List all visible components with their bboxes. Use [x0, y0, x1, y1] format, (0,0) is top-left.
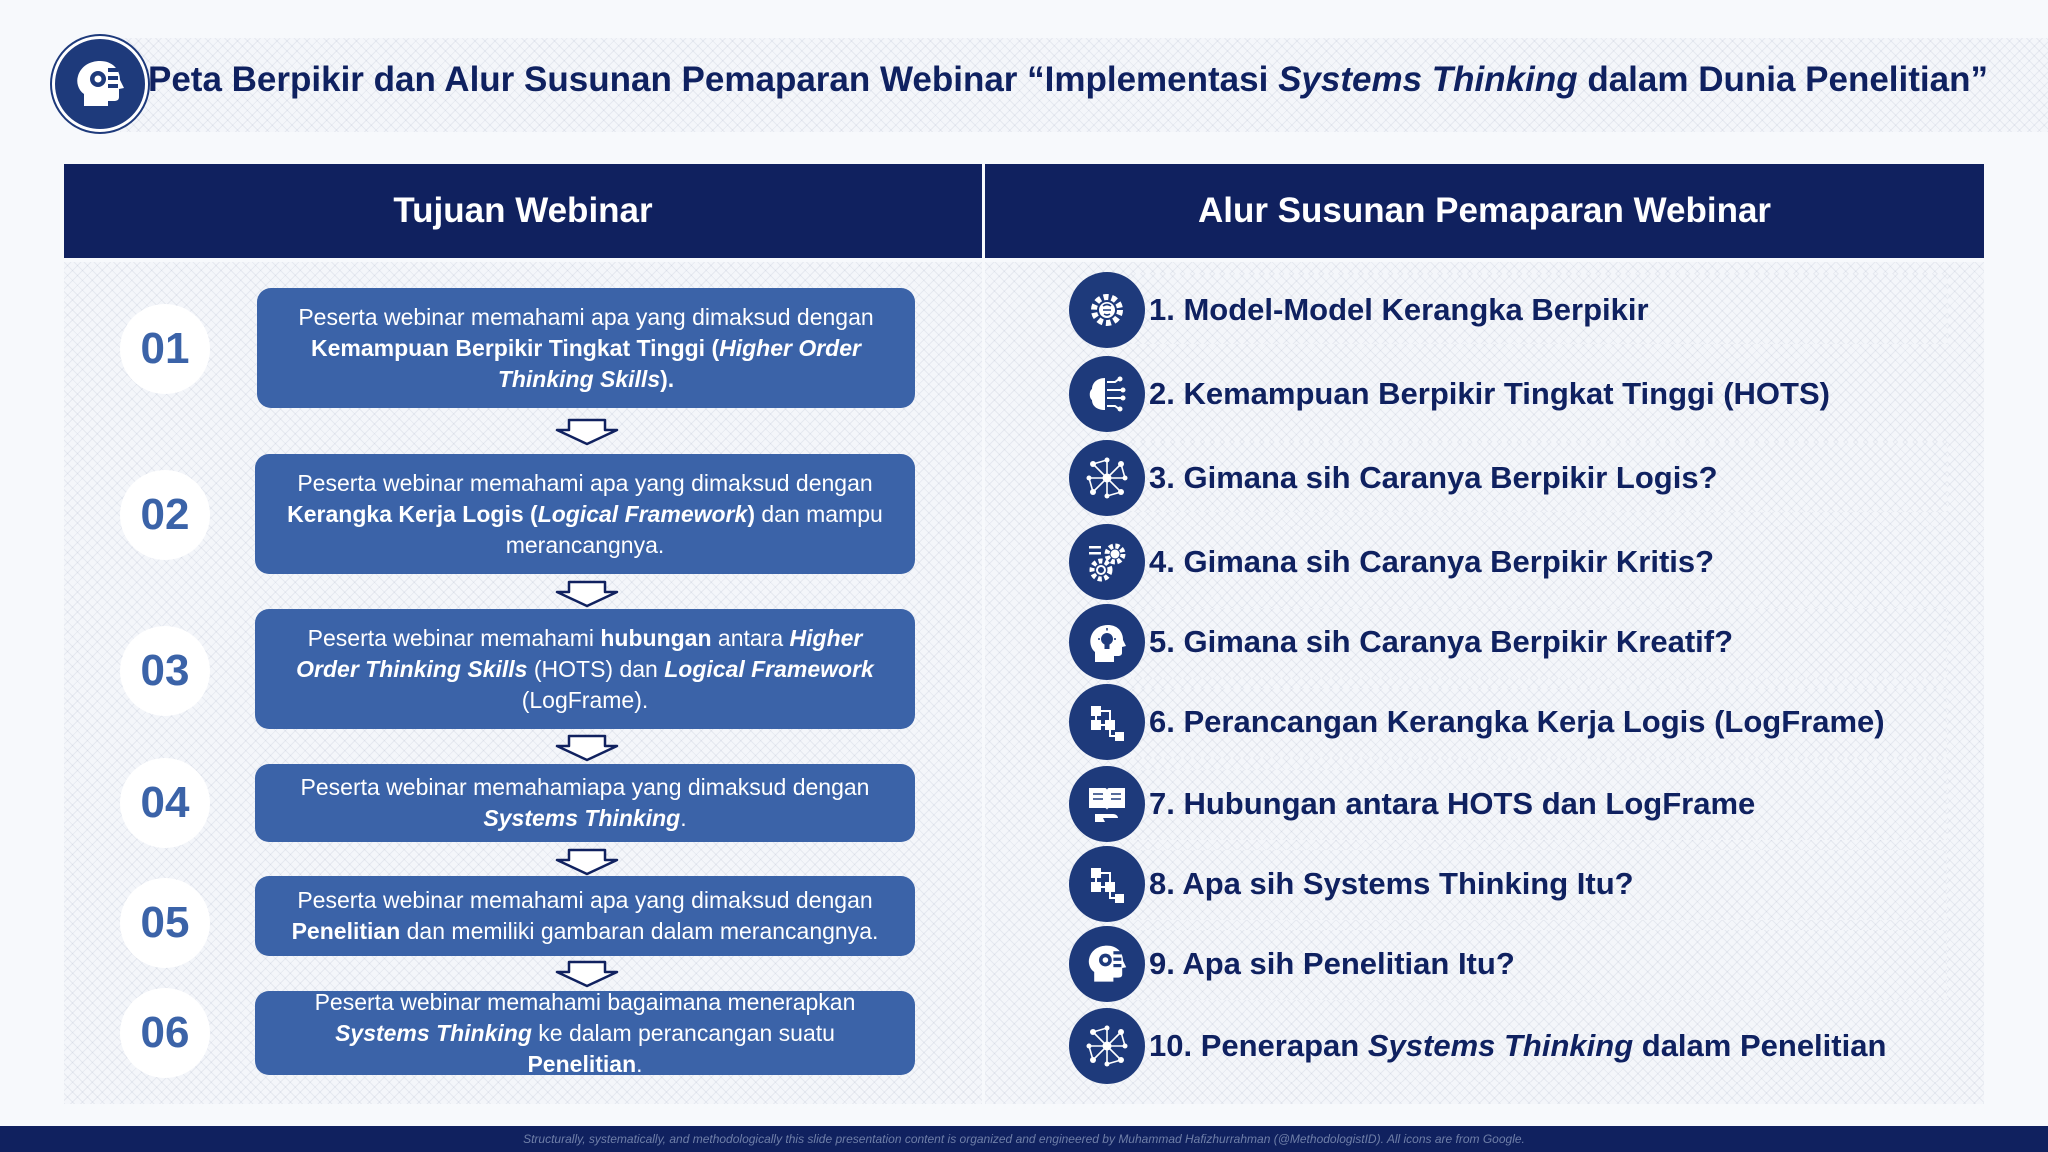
- row-icon-circle: [1069, 524, 1145, 600]
- flow-item-text: 6. Perancangan Kerangka Kerja Logis (LogFrame): [1149, 704, 1885, 739]
- flowchart-icon: [1083, 698, 1131, 746]
- goal-box: Peserta webinar memahami bagaimana menerapkan Systems Thinking ke dalam perancangan suatu Penelitian.: [255, 991, 915, 1075]
- flow-item-text: 9. Apa sih Penelitian Itu?: [1149, 946, 1515, 981]
- goal-number: 06: [120, 988, 210, 1078]
- goal-number: 02: [120, 470, 210, 560]
- flow-item-text: 3. Gimana sih Caranya Berpikir Logis?: [1149, 460, 1718, 495]
- left-column-header: Tujuan Webinar: [64, 164, 982, 258]
- flow-item-text: 10. Penerapan Systems Thinking dalam Penelitian: [1149, 1028, 1887, 1063]
- brain-gear-icon: [1083, 286, 1131, 334]
- down-arrow-icon: [553, 960, 621, 988]
- lightbulb-head-icon: [1083, 618, 1131, 666]
- down-arrow-icon: [553, 848, 621, 876]
- gears-icon: [1083, 538, 1131, 586]
- flow-item-text: 8. Apa sih Systems Thinking Itu?: [1149, 866, 1634, 901]
- flowchart-icon: [1083, 860, 1131, 908]
- content-table: [64, 164, 1984, 1104]
- page-title: Peta Berpikir dan Alur Susunan Pemaparan Webinar “Implementasi Systems Thinking dalam Dunia Penelitian”: [148, 60, 1988, 99]
- row-icon-circle: [1069, 684, 1145, 760]
- row-icon-circle: [1069, 846, 1145, 922]
- row-icon-circle: [1069, 604, 1145, 680]
- right-column-header: Alur Susunan Pemaparan Webinar: [985, 164, 1984, 258]
- footer-credit: Structurally, systematically, and methodologically this slide presentation content is organized and engineered by Muhammad Hafizhurrahman (@MethodologistID). All icons are from Google.: [523, 1132, 1525, 1146]
- head-gears-icon: [1083, 940, 1131, 988]
- flow-item-text: 2. Kemampuan Berpikir Tingkat Tinggi (HOTS): [1149, 376, 1830, 411]
- goal-box: Peserta webinar memahami apa yang dimaksud dengan Kerangka Kerja Logis (Logical Framework) dan mampu merancangnya.: [255, 454, 915, 574]
- goal-box: Peserta webinar memahami hubungan antara Higher Order Thinking Skills (HOTS) dan Logical Framework (LogFrame).: [255, 609, 915, 729]
- brain-circuit-icon: [1083, 370, 1131, 418]
- row-icon-circle: [1069, 1008, 1145, 1084]
- row-icon-circle: [1069, 766, 1145, 842]
- flow-item-text: 7. Hubungan antara HOTS dan LogFrame: [1149, 786, 1756, 821]
- head-gears-icon: [70, 54, 130, 114]
- goal-number: 04: [120, 758, 210, 848]
- row-icon-circle: [1069, 356, 1145, 432]
- flow-item-text: 5. Gimana sih Caranya Berpikir Kreatif?: [1149, 624, 1734, 659]
- row-icon-circle: [1069, 440, 1145, 516]
- logo: [52, 36, 148, 132]
- goal-box: Peserta webinar memahami apa yang dimaksud dengan Kemampuan Berpikir Tingkat Tinggi (Higher Order Thinking Skills).: [257, 288, 915, 408]
- goal-number: 03: [120, 626, 210, 716]
- row-icon-circle: [1069, 272, 1145, 348]
- flow-item-text: 4. Gimana sih Caranya Berpikir Kritis?: [1149, 544, 1715, 579]
- network-icon: [1083, 454, 1131, 502]
- down-arrow-icon: [553, 580, 621, 608]
- flow-item-text: 1. Model-Model Kerangka Berpikir: [1149, 292, 1649, 327]
- goal-number: 01: [120, 304, 210, 394]
- network-icon: [1083, 1022, 1131, 1070]
- goal-box: Peserta webinar memahami apa yang dimaksud dengan Penelitian dan memiliki gambaran dalam merancangnya.: [255, 876, 915, 956]
- goals-column: [64, 262, 982, 1104]
- goal-number: 05: [120, 878, 210, 968]
- down-arrow-icon: [553, 734, 621, 762]
- row-icon-circle: [1069, 926, 1145, 1002]
- book-hand-icon: [1083, 780, 1131, 828]
- flow-column: [985, 262, 1984, 1104]
- down-arrow-icon: [553, 418, 621, 446]
- footer-bar: [0, 1126, 2048, 1152]
- goal-box: Peserta webinar memahamiapa yang dimaksud dengan Systems Thinking.: [255, 764, 915, 842]
